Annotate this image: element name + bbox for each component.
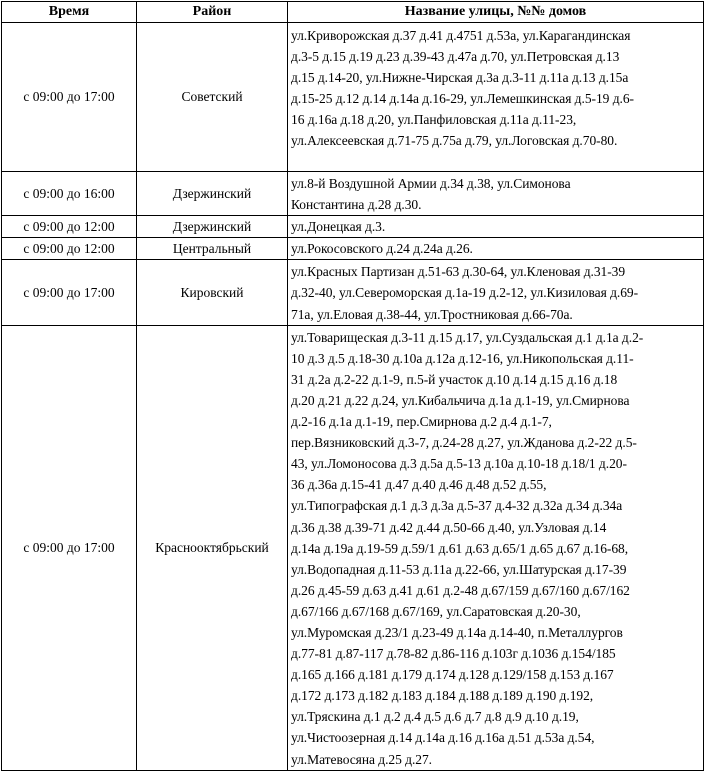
row-time: с 09:00 до 17:00 — [2, 23, 137, 172]
street-line: Константина д.28 д.30. — [291, 197, 422, 213]
table-row — [2, 216, 704, 238]
street-line: ул.Водопадная д.11-53 д.11а д.22-66, ул.Шатурская д.17-39 — [291, 561, 627, 577]
row-streets — [288, 260, 704, 325]
street-line: д.15 д.14-20, ул.Нижне-Чирская д.3а д.3-11 д.11а д.13 д.15а — [291, 70, 629, 86]
table-row — [2, 172, 704, 216]
street-line: ул.Товарищеская д.3-11 д.15 д.17, ул.Суздальская д.1 д.1а д.2- — [291, 329, 644, 345]
street-line: ул.Чистоозерная д.14 д.14а д.16 д.16а д.51 д.53а д.54, — [291, 730, 595, 746]
row-time: с 09:00 до 17:00 — [2, 260, 137, 325]
street-line: д.172 д.173 д.182 д.183 д.184 д.188 д.189 д.190 д.192, — [291, 688, 594, 704]
table-row — [2, 325, 704, 770]
street-line: 16 д.16а д.18 д.20, ул.Панфиловская д.11а д.11-23, — [291, 112, 577, 128]
table-row — [2, 23, 704, 172]
street-line: 10 д.3 д.5 д.18-30 д.10а д.12а д.12-16, ул.Никопольская д.11- — [291, 350, 634, 366]
street-line: 31 д.2а д.2-22 д.1-9, п.5-й участок д.10 д.14 д.15 д.16 д.18 — [291, 371, 618, 387]
row-streets — [288, 23, 704, 172]
row-streets — [288, 216, 704, 238]
street-line: д.165 д.166 д.181 д.179 д.174 д.128 д.129/158 д.153 д.167 — [291, 667, 614, 683]
row-district: Краснооктябрьский — [137, 325, 288, 770]
header-streets: Название улицы, №№ домов — [288, 2, 704, 23]
street-line: д.26 д.45-59 д.63 д.41 д.61 д.2-48 д.67/159 д.67/160 д.67/162 — [291, 582, 630, 598]
street-line: д.36 д.38 д.39-71 д.42 д.44 д.50-66 д.40, ул.Узловая д.14 — [291, 519, 607, 535]
street-line: ул.Донецкая д.3. — [291, 219, 386, 235]
street-line: 71а, ул.Еловая д.38-44, ул.Тростниковая д.66-70а. — [291, 306, 573, 322]
header-row — [2, 2, 704, 23]
street-line: ул.Красных Партизан д.51-63 д.30-64, ул.Кленовая д.31-39 — [291, 264, 626, 280]
row-district: Советский — [137, 23, 288, 172]
row-streets — [288, 325, 704, 770]
street-line: ул.Рокосовского д.24 д.24а д.26. — [291, 241, 473, 257]
street-line: ул.Типографская д.1 д.3 д.3а д.5-37 д.4-32 д.32а д.34 д.34а — [291, 498, 623, 514]
row-streets — [288, 172, 704, 216]
table-row — [2, 260, 704, 325]
street-line: д.14а д.19а д.19-59 д.59/1 д.61 д.63 д.65/1 д.65 д.67 д.16-68, — [291, 540, 629, 556]
schedule-table — [1, 1, 704, 771]
street-line: д.77-81 д.87-117 д.78-82 д.86-116 д.103г д.1036 д.154/185 — [291, 646, 616, 662]
street-line: ул.8-й Воздушной Армии д.34 д.38, ул.Симонова — [291, 176, 571, 191]
row-district: Дзержинский — [137, 172, 288, 216]
row-time: с 09:00 до 17:00 — [2, 325, 137, 770]
street-line: д.67/166 д.67/168 д.67/169, ул.Саратовская д.20-30, — [291, 603, 581, 619]
street-line: д.32-40, ул.Североморская д.1а-19 д.2-12, ул.Кизиловая д.69- — [291, 285, 639, 301]
street-line: пер.Вязниковский д.3-7, д.24-28 д.27, ул.Жданова д.2-22 д.5- — [291, 435, 637, 451]
table-row — [2, 238, 704, 260]
header-time: Время — [2, 2, 137, 23]
street-line: д.15-25 д.12 д.14 д.14а д.16-29, ул.Лемешкинская д.5-19 д.6- — [291, 91, 634, 107]
street-line: д.20 д.21 д.22 д.24, ул.Кибальчича д.1а д.1-19, ул.Смирнова — [291, 392, 630, 408]
row-time: с 09:00 до 12:00 — [2, 216, 137, 238]
street-line: ул.Криворожская д.37 д.41 д.4751 д.53а, ул.Карагандинская — [291, 28, 631, 43]
row-district: Кировский — [137, 260, 288, 325]
street-line: ул.Алексеевская д.71-75 д.75а д.79, ул.Логовская д.70-80. — [291, 133, 618, 149]
row-streets — [288, 238, 704, 260]
row-district: Дзержинский — [137, 216, 288, 238]
street-line: 36 д.36а д.15-41 д.47 д.40 д.46 д.48 д.52 д.55, — [291, 477, 547, 493]
header-district: Район — [137, 2, 288, 23]
row-time: с 09:00 до 16:00 — [2, 172, 137, 216]
street-line: 43, ул.Ломоносова д.3 д.5а д.5-13 д.10а д.10-18 д.18/1 д.20- — [291, 456, 627, 472]
street-line: ул.Тряскина д.1 д.2 д.4 д.5 д.6 д.7 д.8 д.9 д.10 д.19, — [291, 709, 579, 725]
street-line: ул.Муромская д.23/1 д.23-49 д.14а д.14-40, п.Металлургов — [291, 624, 623, 640]
street-line: ул.Матевосяна д.25 д.27. — [291, 751, 433, 767]
row-district: Центральный — [137, 238, 288, 260]
street-line: д.3-5 д.15 д.19 д.23 д.39-43 д.47а д.70, ул.Петровская д.13 — [291, 49, 620, 65]
street-line: д.2-16 д.1а д.1-19, пер.Смирнова д.2 д.4 д.1-7, — [291, 414, 552, 430]
row-time: с 09:00 до 12:00 — [2, 238, 137, 260]
